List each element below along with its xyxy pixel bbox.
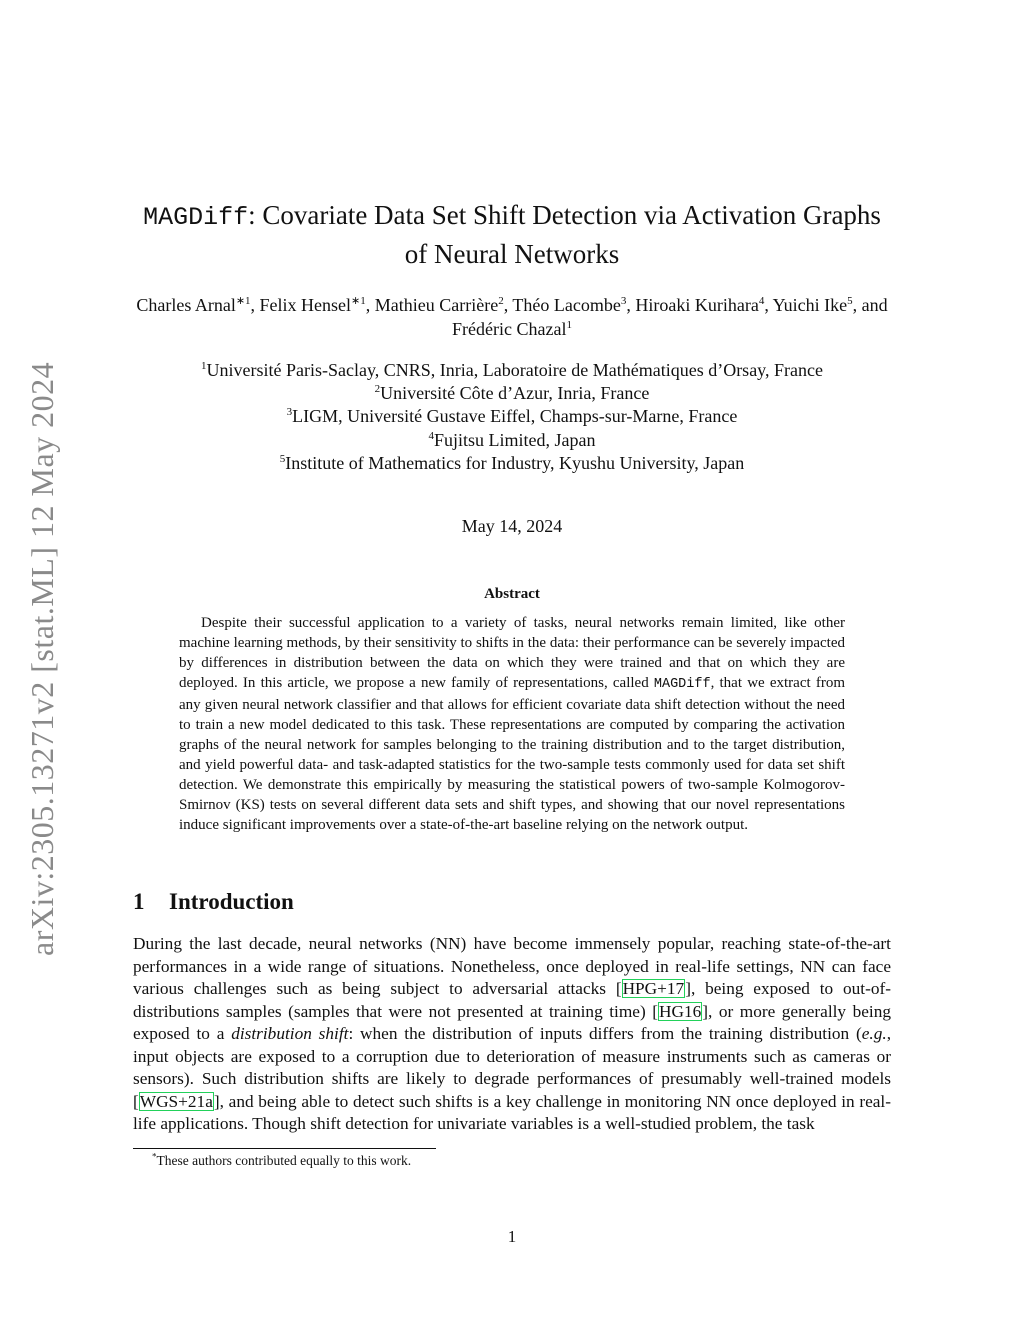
- affiliation: [126, 429, 898, 452]
- abstract-heading: Abstract: [484, 586, 540, 602]
- affiliation-number: 1: [201, 360, 207, 372]
- affiliation: [126, 359, 898, 382]
- affiliation-number: 4: [428, 429, 434, 442]
- footnote-mark: *: [152, 1151, 157, 1162]
- abstract-text: , that we extract from any given neural network classifier and that allows for efficient covariate data shift detection without the need to train a new model dedicated to this task. These representations are computed by comparing the activation graphs of the neural network for samples belonging to the training distribution and to the target distribution, and yield powerful data- and task-adapted statistics for the two-sample tests commonly used for data set shift detection. We demonstrate this empirically by measuring the statistical powers of two-sample Kolmogorov-Smirnov (KS) tests on several different data sets and shift types, and showing that our novel representations induce significant improvements over a state-of-the-art baseline relying on the network output.: [179, 675, 845, 833]
- author-affil-mark: 5: [847, 295, 853, 307]
- author-affil-mark: 1: [566, 319, 572, 331]
- author-affil-mark: ∗1: [351, 295, 366, 307]
- emphasis-text: distribution shift: [231, 1024, 349, 1043]
- intro-paragraph: [133, 933, 891, 1136]
- author-separator: ,: [503, 295, 513, 315]
- paragraph-text: ], being exposed to out-of-distributions samples (samples that were not presented at training time) [: [133, 979, 891, 1021]
- author-separator: ,: [626, 295, 636, 315]
- paragraph-text: During the last decade, neural networks (NN) have become immensely popular, reaching state-of-the-art performances in a wide range of situations. Nonetheless, once deployed in real-life settings, NN can face various challenges such as being subject to adversarial attacks [: [133, 934, 891, 998]
- arxiv-identifier: arXiv:2305.13271v2 [stat.ML] 12 May 2024: [24, 361, 60, 956]
- footnote-rule: [133, 1148, 436, 1149]
- title-text: : Covariate Data Set Shift Detection via Activation Graphs of Neural Networks: [248, 200, 881, 269]
- author-name: Mathieu Carrière: [374, 295, 499, 315]
- author-name: Hiroaki Kurihara: [635, 295, 759, 315]
- section-title: Introduction: [169, 889, 294, 914]
- footnote-text: These authors contributed equally to this work.: [156, 1153, 412, 1168]
- abstract-text: Despite their successful application to a variety of tasks, neural networks remain limited, like other machine learning methods, by their sensitivity to shifts in the data: their performance can be severely impacted by differences in distribution between the data on which they were trained and that on which they are deployed. In this article, we propose a new family of representations, called: [179, 615, 845, 691]
- author-name: Charles Arnal: [136, 295, 236, 315]
- abstract-tool-name: MAGDiff: [653, 677, 711, 692]
- section-number: 1: [133, 889, 145, 914]
- author-name: Frédéric Chazal: [452, 319, 567, 339]
- affiliation-text: LIGM, Université Gustave Eiffel, Champs-sur-Marne, France: [292, 406, 738, 427]
- affiliation-text: Université Côte d’Azur, Inria, France: [380, 383, 650, 404]
- paper-title: [140, 197, 884, 273]
- author-separator: ,: [764, 295, 773, 315]
- author-name: Théo Lacombe: [512, 295, 621, 315]
- affiliation-number: 5: [279, 452, 286, 465]
- citation-link[interactable]: HPG+17: [622, 979, 685, 998]
- author-list: [126, 293, 898, 341]
- affiliation: [126, 452, 898, 475]
- author-separator: ,: [365, 295, 375, 315]
- footnote: [152, 1152, 852, 1170]
- emphasis-text: e.g.: [861, 1024, 887, 1043]
- author-affil-mark: 2: [498, 295, 504, 307]
- title-tool-name: MAGDiff: [143, 203, 249, 232]
- section-heading: [133, 887, 633, 917]
- affiliation-list: [126, 359, 898, 475]
- paragraph-text: : when the distribution of inputs differs from the training distribution (: [348, 1024, 862, 1043]
- author-separator: , and: [852, 295, 888, 315]
- author-affil-mark: 3: [620, 295, 627, 307]
- page-number: 1: [507, 1227, 517, 1246]
- author-affil-mark: 4: [758, 295, 765, 307]
- affiliation-text: Institute of Mathematics for Industry, Kyushu University, Japan: [285, 452, 745, 473]
- paragraph-text: , input objects are exposed to a corruption due to deterioration of measure instruments such as cameras or sensors). Such distribution shifts are likely to degrade performances of presumably well-trained models [: [133, 1024, 892, 1111]
- author-separator: ,: [250, 295, 260, 315]
- author-name: Yuichi Ike: [772, 295, 848, 315]
- affiliation-number: 2: [374, 383, 381, 396]
- paragraph-text: ], and being able to detect such shifts is a key challenge in monitoring NN once deployed in real-life applications. Though shift detection for univariate variables is a well-studied problem, the task: [133, 1091, 891, 1133]
- abstract-body: [179, 613, 845, 835]
- affiliation-number: 3: [286, 406, 293, 419]
- affiliation: [126, 405, 898, 428]
- author-name: Felix Hensel: [259, 295, 352, 315]
- paragraph-text: ], or more generally being exposed to a: [133, 1001, 891, 1043]
- author-affil-mark: ∗1: [235, 295, 251, 307]
- citation-link[interactable]: WGS+21a: [139, 1091, 213, 1111]
- affiliation: [126, 382, 898, 405]
- citation-link[interactable]: HG16: [658, 1001, 702, 1021]
- affiliation-text: Université Paris-Saclay, CNRS, Inria, Laboratoire de Mathématiques d’Orsay, France: [206, 360, 823, 380]
- publication-date: May 14, 2024: [461, 516, 563, 536]
- affiliation-text: Fujitsu Limited, Japan: [434, 429, 596, 450]
